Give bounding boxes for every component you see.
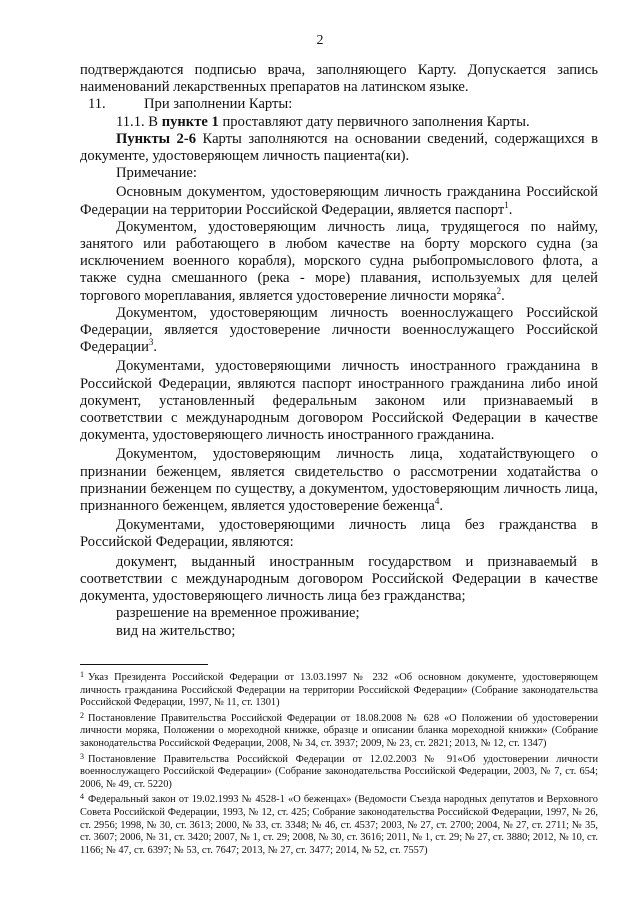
seaman-end: . — [501, 287, 505, 304]
item-11-heading — [80, 96, 598, 113]
footnote-text: Постановление Правительства Российской Федерации от 18.08.2008 № 628 «О Положении об удостоверении личности моряка, Положении о мореходной книжке, образце и описании бланка мореходной книжки» (Собрание законодательства Российской Федерации, 2008, № 34, ст. 3937; 2009, № 23, ст. 2821; 2013, № 12, ст. 1347) — [80, 712, 598, 749]
military-paragraph — [80, 305, 598, 357]
footnote-ref-4: 4 — [434, 496, 440, 507]
footnote-ref-3: 3 — [148, 337, 154, 348]
paragraph-continuation: подтверждаются подписью врача, заполняющего Карту. Допускается запись наименований лекарственных препаратов на латинском языке. — [80, 62, 598, 96]
passport-text: Основным документом, удостоверяющим личность гражданина Российской Федерации на территории Российской Федерации, является паспорт — [80, 184, 598, 218]
stateless-paragraph: Документами, удостоверяющими личность лица без гражданства в Российской Федерации, являются: — [80, 517, 598, 551]
footnotes — [80, 664, 598, 857]
points-2-6-text: Карты заполняются на основании сведений, содержащихся в документе, удостоверяющем личность пациента(ки). — [80, 130, 599, 165]
item-number: 11. — [88, 96, 106, 113]
footnote-mark: 1 — [80, 670, 84, 679]
footnote-ref-1: 1 — [504, 199, 509, 210]
refugee-paragraph — [80, 446, 598, 515]
passport-end: . — [508, 201, 513, 218]
footnote-text: Указ Президента Российской Федерации от 13.03.1997 № 232 «Об основном документе, удостоверяющем личность гражданина Российской Федерации на территории Российской Федерации» (Собрание законодательства Российской Федерации, 1997, № 11, ст. 1301) — [80, 672, 598, 709]
document-body — [80, 62, 598, 640]
footnote-text: Федеральный закон от 19.02.1993 № 4528-1 «О беженцах» (Ведомости Съезда народных депутатов и Верховного Совета Российской Федерации, 1993, № 12, ст. 425; Собрание законодательства Российской Федерации, 1997, № 26, ст. 2956; 1998, № 30, ст. 3613; 2000, № 33, ст. 3348; № 46, ст. 4537; 2003, № 27, ст. 2700; 2004, № 27, ст. 2711; № 35, ст. 3607; 2006, № 31, ст. 3420; 2007, № 1, ст. 29; 2008, № 30, ст. 3616; 2011, № 1, ст. 29; № 27, ст. 3880; 2012, № 10, ст. 1166; № 47, ст. 6397; № 53, ст. 7647; 2013, № 27, ст. 3477; 2014, № 52, ст. 7557) — [80, 794, 598, 856]
footnote-mark: 2 — [80, 710, 84, 720]
item-11-text: При заполнении Карты: — [144, 96, 293, 113]
military-text: Документом, удостоверяющим личность военнослужащего Российской Федерации, является удостоверение личности военнослужащего Российской Федерации — [80, 304, 598, 356]
item-11-1-paragraph — [80, 114, 598, 131]
footnote-3 — [80, 751, 598, 792]
footnote-text: Постановление Правительства Российской Федерации от 12.02.2003 № 91«Об удостоверении личности военнослужащего Российской Федерации» (Собрание законодательства Российской Федерации, 2003, № 7, ст. 654; 2006, № 49, ст. 5220) — [80, 753, 598, 790]
refugee-text: Документом, удостоверяющим личность лица, ходатайствующего о признании беженцем, является свидетельство о рассмотрении ходатайства о признании беженцем по существу, а документом, удостоверяющим личность лица, признанного беженцем, является удостоверение беженца — [80, 446, 598, 515]
foreigner-paragraph: Документами, удостоверяющими личность иностранного гражданина в Российской Федерации, являются паспорт иностранного гражданина либо иной документ, установленный федеральным законом или признаваемый в соответствии с международным договором Российской Федерации в качестве документа, удостоверяющего личность иностранного гражданина. — [80, 358, 598, 444]
residence-permit-item: вид на жительство; — [116, 622, 236, 639]
stateless-document-item: документ, выданный иностранным государством и признаваемый в соответствии с международным договором Российской Федерации в качестве документа, удостоверяющего личность лица без гражданства; — [80, 553, 598, 605]
seaman-paragraph — [80, 219, 598, 305]
temporary-residence-item: разрешение на временное проживание; — [116, 605, 360, 622]
seaman-text: Документом, удостоверяющим личность лица, трудящегося по найму, занятого или работающего в любом качестве на борту морского судна (за исключением военного корабля), морского судна рыбопромыслового флота, а также судна смешанного (река - море) плавания, используемых для целей торгового мореплавания, является удостоверение личности моряка — [80, 218, 598, 304]
item-11-1-prefix: 11.1. В — [116, 113, 162, 130]
points-2-6-bold: Пункты 2-6 — [116, 130, 197, 147]
footnote-mark: 3 — [80, 751, 84, 761]
page-number: 2 — [316, 33, 324, 48]
note-label: Примечание: — [116, 165, 197, 182]
footnote-2 — [80, 710, 598, 751]
footnote-4 — [80, 791, 598, 857]
military-end: . — [153, 339, 158, 356]
item-11-1-bold: пункте 1 — [161, 113, 219, 130]
refugee-end: . — [439, 498, 443, 515]
points-2-6-paragraph — [80, 131, 598, 165]
item-11-1-suffix: проставляют дату первичного заполнения Карты. — [218, 113, 530, 130]
footnote-1 — [80, 669, 598, 710]
footnote-ref-2: 2 — [496, 285, 502, 296]
footnote-divider — [80, 664, 208, 665]
footnote-mark: 4 — [80, 792, 84, 802]
passport-paragraph — [80, 184, 598, 218]
